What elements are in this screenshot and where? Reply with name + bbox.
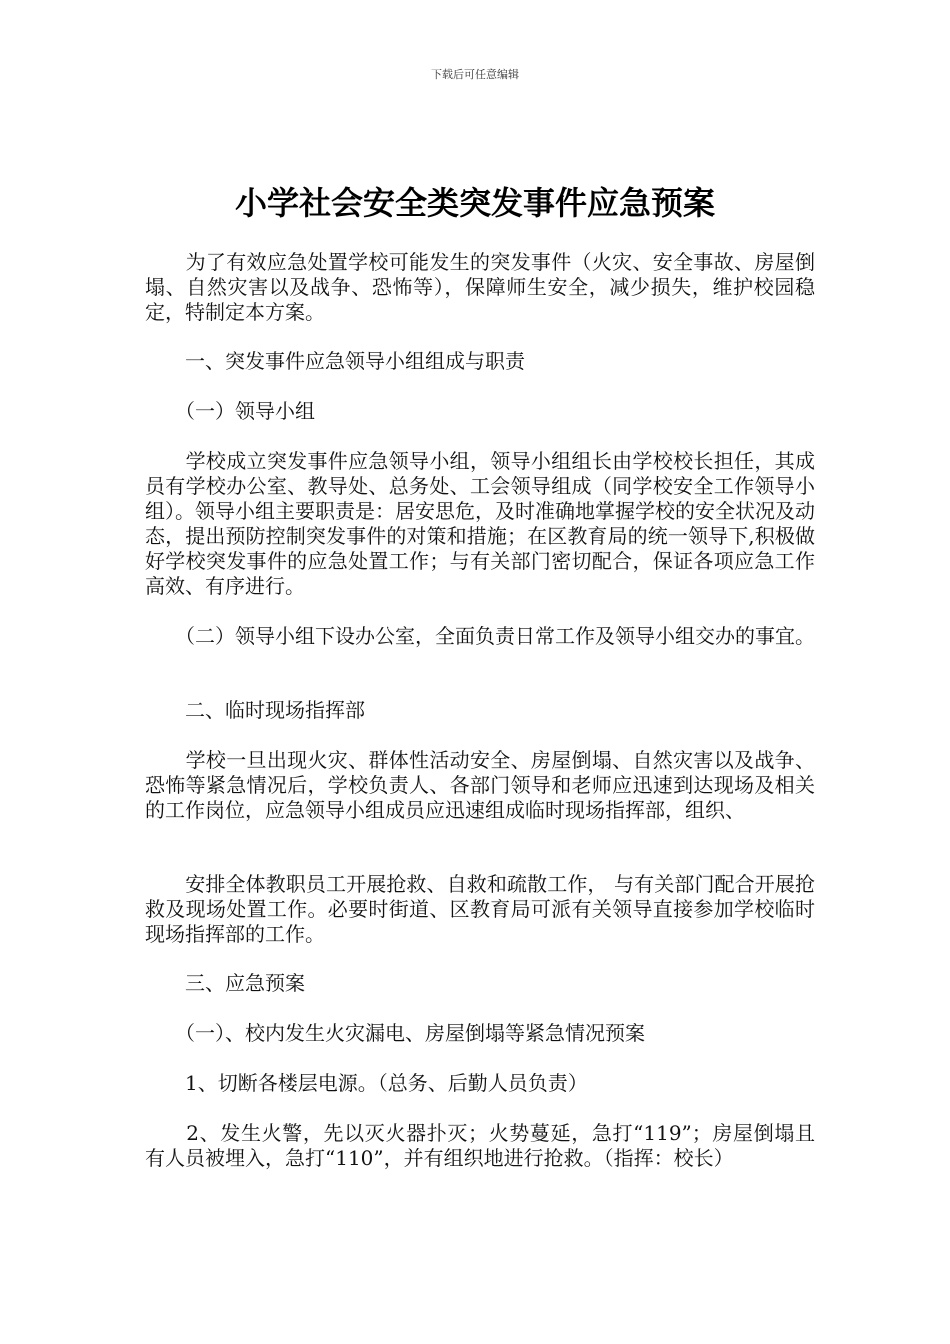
section-1-heading: 一、突发事件应急领导小组组成与职责 <box>145 349 525 373</box>
section-3-subheading-1: （一）、校内发生火灾漏电、房屋倒塌等紧急情况预案 <box>145 1021 645 1045</box>
section-3-heading: 三、应急预案 <box>145 971 305 995</box>
section-1-subheading-1: （一）领导小组 <box>145 399 315 423</box>
header-note: 下载后可任意编辑 <box>431 68 519 81</box>
intro-paragraph: 为了有效应急处置学校可能发生的突发事件（火灾、安全事故、房屋倒塌、自然灾害以及战争、恐怖等），保障师生安全，减少损失，维护校园稳定，特制定本方案。 <box>145 250 815 324</box>
list-item-1: 1、切断各楼层电源。（总务、后勤人员负责） <box>145 1071 588 1095</box>
section-2-body-2: 安排全体教职员工开展抢救、自救和疏散工作， 与有关部门配合开展抢救及现场处置工作。必要时街道、区教育局可派有关领导直接参加学校临时现场指挥部的工作。 <box>145 872 815 946</box>
document-title: 小学社会安全类突发事件应急预案 <box>234 184 715 222</box>
section-2-body-1: 学校一旦出现火灾、群体性活动安全、房屋倒塌、自然灾害以及战争、恐怖等紧急情况后，学校负责人、各部门领导和老师应迅速到达现场及相关的工作岗位，应急领导小组成员应迅速组成临时现场指挥部，组织、 <box>145 748 815 822</box>
section-2-heading: 二、临时现场指挥部 <box>145 698 365 722</box>
list-item-2: 2、发生火警，先以灭火器扑灭；火势蔓延，急打“119”；房屋倒塌且有人员被埋入，急打“110”，并有组织地进行抢救。（指挥：校长） <box>145 1121 815 1170</box>
section-1-body: 学校成立突发事件应急领导小组，领导小组组长由学校校长担任，其成员有学校办公室、教导处、总务处、工会领导组成（同学校安全工作领导小组）。领导小组主要职责是：居安思危，及时准确地掌握学校的安全状况及动态，提出预防控制突发事件的对策和措施；在区教育局的统一领导下,积极做好学校突发事件的应急处置工作；与有关部门密切配合，保证各项应急工作高效、有序进行。 <box>145 449 815 598</box>
section-1-subheading-2: （二）领导小组下设办公室，全面负责日常工作及领导小组交办的事宜。 <box>145 624 815 648</box>
